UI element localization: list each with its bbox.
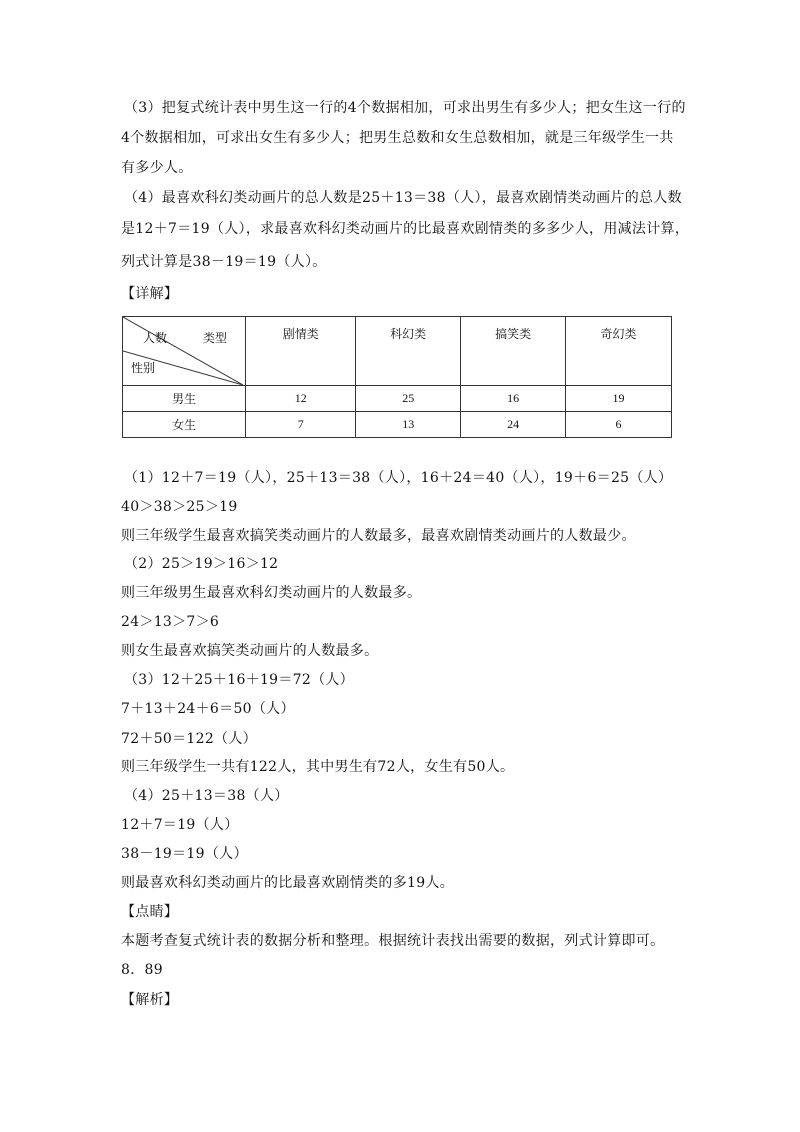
detail-heading: 【详解】 — [121, 286, 179, 302]
solution-line: （4）25＋13＝38（人） — [124, 788, 289, 804]
solution-line: 则三年级男生最喜欢科幻类动画片的人数最多。 — [121, 585, 422, 601]
comment-text: 本题考查复式统计表的数据分析和整理。根据统计表找出需要的数据，列式计算即可。 — [121, 933, 665, 949]
analysis-heading: 【解析】 — [121, 992, 179, 1008]
intro-line: 有多少人。 — [121, 160, 193, 176]
next-question-number: 8．89 — [121, 962, 163, 978]
solution-line: 12＋7＝19（人） — [121, 817, 239, 833]
intro-line: （4）最喜欢科幻类动画片的总人数是25＋13＝38（人），最喜欢剧情类动画片的总人数 — [124, 190, 682, 206]
table-row — [123, 386, 672, 412]
intro-line: （3）把复式统计表中男生这一行的4个数据相加，可求出男生有多少人；把女生这一行的 — [124, 100, 686, 116]
solution-line: 则女生最喜欢搞笑类动画片的人数最多。 — [121, 643, 379, 659]
row-label-girls: 女生 — [123, 412, 246, 438]
statistics-table — [122, 316, 672, 438]
solution-line: （1）12＋7＝19（人），25＋13＝38（人），16＋24＝40（人），19＋6＝25（人） — [124, 470, 673, 486]
solution-line: 38－19＝19（人） — [121, 846, 248, 862]
solution-line: 则最喜欢科幻类动画片的比最喜欢剧情类的多19人。 — [121, 875, 455, 891]
table-cell: 13 — [356, 412, 461, 438]
column-header-scifi: 科幻类 — [356, 317, 461, 386]
solution-line: （3）12＋25＋16＋19＝72（人） — [124, 672, 354, 688]
table-row — [123, 412, 672, 438]
corner-label-count: 人数 — [143, 331, 168, 345]
corner-label-type: 类型 — [203, 331, 228, 345]
table-cell: 25 — [356, 386, 461, 412]
solution-line: 7＋13＋24＋6＝50（人） — [121, 701, 295, 717]
intro-line: 是12＋7＝19（人），求最喜欢科幻类动画片的比最喜欢剧情类的多多少人，用减法计算， — [121, 221, 690, 237]
solution-line: 40＞38＞25＞19 — [121, 499, 238, 515]
solution-line: 24＞13＞7＞6 — [121, 614, 220, 630]
table-header-row — [123, 317, 672, 386]
solution-line: 72＋50＝122（人） — [121, 731, 257, 747]
solution-line: 则三年级学生最喜欢搞笑类动画片的人数最多，最喜欢剧情类动画片的人数最少。 — [121, 528, 636, 544]
corner-label-gender: 性别 — [131, 361, 156, 375]
table-cell: 12 — [246, 386, 356, 412]
intro-line: 列式计算是38－19＝19（人）。 — [121, 254, 327, 270]
table-corner-cell — [123, 317, 246, 386]
table-cell: 19 — [566, 386, 672, 412]
comment-heading: 【点睛】 — [121, 904, 179, 920]
solution-line: （2）25＞19＞16＞12 — [124, 556, 279, 572]
column-header-drama: 剧情类 — [246, 317, 356, 386]
solution-line: 则三年级学生一共有122人，其中男生有72人，女生有50人。 — [121, 759, 515, 775]
intro-line: 4个数据相加，可求出女生有多少人；把男生总数和女生总数相加，就是三年级学生一共 — [121, 130, 674, 146]
row-label-boys: 男生 — [123, 386, 246, 412]
column-header-fantasy: 奇幻类 — [566, 317, 672, 386]
table-cell: 6 — [566, 412, 672, 438]
table-cell: 7 — [246, 412, 356, 438]
column-header-comedy: 搞笑类 — [461, 317, 566, 386]
table-cell: 16 — [461, 386, 566, 412]
table-cell: 24 — [461, 412, 566, 438]
